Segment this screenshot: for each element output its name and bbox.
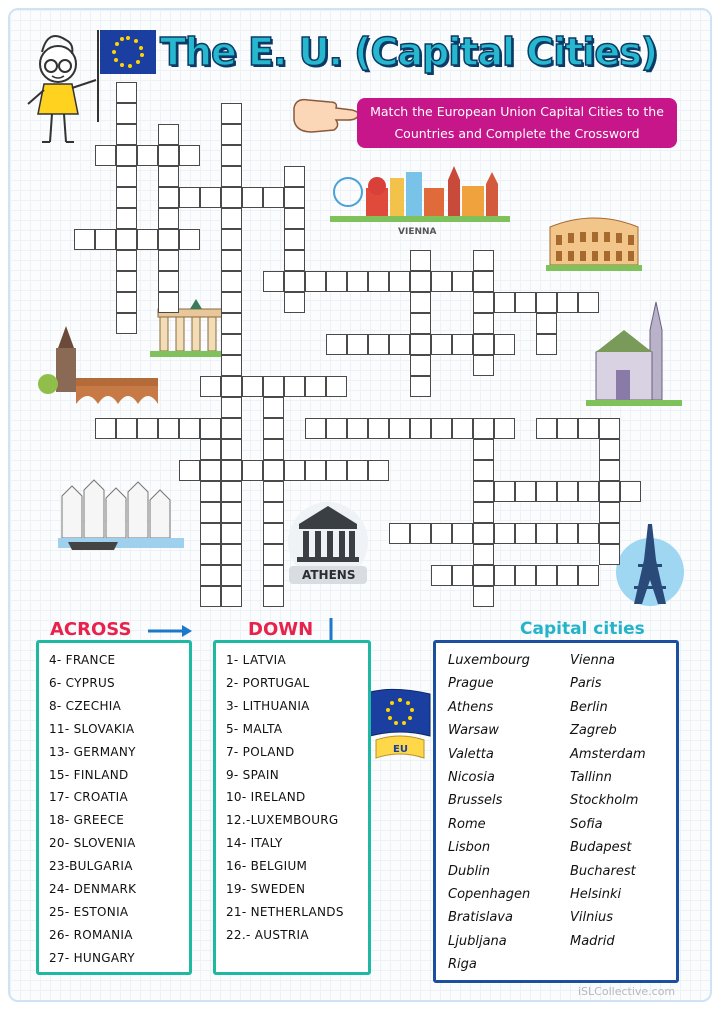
crossword-cell[interactable] bbox=[536, 313, 557, 334]
crossword-cell[interactable] bbox=[515, 481, 536, 502]
crossword-cell[interactable] bbox=[74, 229, 95, 250]
crossword-cell[interactable] bbox=[221, 586, 242, 607]
crossword-cell[interactable] bbox=[263, 439, 284, 460]
clue-item: 23-BULGARIA bbox=[49, 859, 133, 874]
crossword-cell[interactable] bbox=[179, 229, 200, 250]
crossword-cell[interactable] bbox=[284, 250, 305, 271]
crossword-cell[interactable] bbox=[158, 271, 179, 292]
crossword-cell[interactable] bbox=[116, 229, 137, 250]
crossword-cell[interactable] bbox=[557, 523, 578, 544]
capital-city-item: Rome bbox=[448, 816, 486, 832]
crossword-cell[interactable] bbox=[200, 439, 221, 460]
capital-city-item: Valetta bbox=[448, 746, 494, 762]
crossword-cell[interactable] bbox=[95, 229, 116, 250]
crossword-cell[interactable] bbox=[578, 523, 599, 544]
crossword-cell[interactable] bbox=[179, 187, 200, 208]
crossword-cell[interactable] bbox=[410, 334, 431, 355]
crossword-cell[interactable] bbox=[242, 460, 263, 481]
crossword-cell[interactable] bbox=[326, 460, 347, 481]
crossword-cell[interactable] bbox=[263, 586, 284, 607]
clue-item: 3- LITHUANIA bbox=[226, 698, 310, 713]
pointing-hand-icon bbox=[290, 92, 362, 136]
crossword-cell[interactable] bbox=[137, 418, 158, 439]
crossword-cell[interactable] bbox=[473, 565, 494, 586]
clue-item: 21- NETHERLANDS bbox=[226, 904, 344, 919]
crossword-cell[interactable] bbox=[221, 292, 242, 313]
crossword-cell[interactable] bbox=[116, 250, 137, 271]
crossword-cell[interactable] bbox=[221, 544, 242, 565]
crossword-cell[interactable] bbox=[221, 229, 242, 250]
crossword-cell[interactable] bbox=[158, 229, 179, 250]
crossword-cell[interactable] bbox=[431, 271, 452, 292]
capital-city-item: Stockholm bbox=[570, 793, 639, 809]
crossword-cell[interactable] bbox=[284, 460, 305, 481]
clue-item: 25- ESTONIA bbox=[49, 904, 129, 919]
capital-city-item: Lisbon bbox=[448, 840, 491, 856]
crossword-cell[interactable] bbox=[578, 565, 599, 586]
crossword-cell[interactable] bbox=[410, 523, 431, 544]
clue-item: 10- IRELAND bbox=[226, 790, 306, 805]
eu-badge-label: EU bbox=[393, 744, 408, 755]
capital-city-item: Sofia bbox=[570, 816, 603, 832]
crossword-cell[interactable] bbox=[599, 502, 620, 523]
capital-city-item: Amsterdam bbox=[570, 746, 646, 762]
crossword-cell[interactable] bbox=[116, 82, 137, 103]
crossword-cell[interactable] bbox=[263, 418, 284, 439]
crossword-cell[interactable] bbox=[116, 145, 137, 166]
capital-city-item: Prague bbox=[448, 676, 494, 692]
crossword-cell[interactable] bbox=[263, 481, 284, 502]
crossword-cell[interactable] bbox=[284, 208, 305, 229]
crossword-cell[interactable] bbox=[536, 481, 557, 502]
clue-item: 13- GERMANY bbox=[49, 744, 136, 759]
credit-watermark: iSLCollective.com bbox=[578, 985, 676, 998]
right-arrow-icon bbox=[146, 622, 192, 640]
crossword-cell[interactable] bbox=[494, 481, 515, 502]
crossword-cell[interactable] bbox=[557, 565, 578, 586]
crossword-cell[interactable] bbox=[284, 271, 305, 292]
clue-item: 18- GREECE bbox=[49, 813, 125, 828]
clue-item: 19- SWEDEN bbox=[226, 882, 306, 896]
crossword-cell[interactable] bbox=[221, 502, 242, 523]
crossword-cell[interactable] bbox=[410, 313, 431, 334]
vienna-caption: VIENNA bbox=[398, 227, 437, 237]
crossword-cell[interactable] bbox=[452, 271, 473, 292]
crossword-cell[interactable] bbox=[179, 418, 200, 439]
crossword-cell[interactable] bbox=[473, 334, 494, 355]
crossword-cell[interactable] bbox=[347, 334, 368, 355]
crossword-cell[interactable] bbox=[494, 565, 515, 586]
crossword-cell[interactable] bbox=[200, 460, 221, 481]
capital-city-item: Madrid bbox=[570, 933, 615, 949]
capital-city-item: Paris bbox=[570, 676, 602, 692]
crossword-cell[interactable] bbox=[179, 460, 200, 481]
crossword-cell[interactable] bbox=[221, 166, 242, 187]
capital-city-item: Tallinn bbox=[570, 770, 612, 785]
crossword-cell[interactable] bbox=[578, 481, 599, 502]
crossword-cell[interactable] bbox=[284, 376, 305, 397]
capital-city-item: Brussels bbox=[448, 793, 503, 809]
capital-city-item: Bratislava bbox=[448, 910, 513, 926]
cathedral-illustration bbox=[586, 300, 682, 410]
crossword-cell[interactable] bbox=[557, 292, 578, 313]
crossword-cell[interactable] bbox=[473, 292, 494, 313]
crossword-cell[interactable] bbox=[263, 187, 284, 208]
crossword-cell[interactable] bbox=[536, 523, 557, 544]
crossword-cell[interactable] bbox=[536, 565, 557, 586]
crossword-cell[interactable] bbox=[536, 334, 557, 355]
crossword-cell[interactable] bbox=[305, 271, 326, 292]
crossword-cell[interactable] bbox=[620, 481, 641, 502]
capital-city-item: Ljubljana bbox=[448, 933, 507, 949]
clue-item: 1- LATVIA bbox=[226, 653, 287, 667]
crossword-cell[interactable] bbox=[599, 523, 620, 544]
crossword-cell[interactable] bbox=[326, 271, 347, 292]
capital-city-item: Helsinki bbox=[570, 887, 622, 902]
capital-city-item: Athens bbox=[448, 699, 494, 715]
crossword-cell[interactable] bbox=[473, 502, 494, 523]
crossword-cell[interactable] bbox=[431, 523, 452, 544]
crossword-cell[interactable] bbox=[305, 460, 326, 481]
crossword-cell[interactable] bbox=[326, 418, 347, 439]
clue-item: 5- MALTA bbox=[226, 721, 283, 736]
clue-item: 15- FINLAND bbox=[49, 767, 129, 782]
crossword-cell[interactable] bbox=[515, 523, 536, 544]
crossword-cell[interactable] bbox=[221, 355, 242, 376]
crossword-cell[interactable] bbox=[242, 376, 263, 397]
capital-city-item: Dublin bbox=[448, 863, 490, 879]
crossword-cell[interactable] bbox=[200, 523, 221, 544]
clue-item: 14- ITALY bbox=[226, 836, 283, 851]
crossword-cell[interactable] bbox=[95, 145, 116, 166]
crossword-cell[interactable] bbox=[284, 166, 305, 187]
crossword-cell[interactable] bbox=[221, 439, 242, 460]
crossword-cell[interactable] bbox=[116, 313, 137, 334]
crossword-cell[interactable] bbox=[221, 460, 242, 481]
crossword-cell[interactable] bbox=[242, 187, 263, 208]
clue-item: 26- ROMANIA bbox=[49, 927, 133, 942]
crossword-cell[interactable] bbox=[221, 250, 242, 271]
clue-item: 22.- AUSTRIA bbox=[226, 927, 309, 942]
crossword-cell[interactable] bbox=[284, 292, 305, 313]
crossword-cell[interactable] bbox=[200, 502, 221, 523]
crossword-cell[interactable] bbox=[473, 523, 494, 544]
crossword-cell[interactable] bbox=[326, 376, 347, 397]
clue-item: 20- SLOVENIA bbox=[49, 836, 136, 851]
crossword-cell[interactable] bbox=[368, 334, 389, 355]
crossword-cell[interactable] bbox=[263, 502, 284, 523]
crossword-cell[interactable] bbox=[158, 208, 179, 229]
crossword-cell[interactable] bbox=[221, 187, 242, 208]
prague-bridge-illustration bbox=[38, 308, 160, 410]
crossword-cell[interactable] bbox=[557, 481, 578, 502]
crossword-cell[interactable] bbox=[494, 334, 515, 355]
crossword-cell[interactable] bbox=[368, 418, 389, 439]
clue-item: 4- FRANCE bbox=[49, 653, 116, 667]
crossword-cell[interactable] bbox=[263, 271, 284, 292]
crossword-cell[interactable] bbox=[221, 523, 242, 544]
crossword-cell[interactable] bbox=[473, 544, 494, 565]
clue-item: 11- SLOVAKIA bbox=[49, 721, 135, 736]
clue-item: 27- HUNGARY bbox=[49, 950, 135, 965]
capital-city-item: Luxembourg bbox=[448, 653, 530, 668]
crossword-cell[interactable] bbox=[473, 481, 494, 502]
crossword-cell[interactable] bbox=[431, 565, 452, 586]
crossword-cell[interactable] bbox=[452, 523, 473, 544]
capital-city-item: Budapest bbox=[570, 840, 632, 856]
crossword-cell[interactable] bbox=[389, 523, 410, 544]
crossword-cell[interactable] bbox=[221, 145, 242, 166]
clue-item: 9- SPAIN bbox=[226, 767, 279, 782]
crossword-cell[interactable] bbox=[515, 565, 536, 586]
crossword-cell[interactable] bbox=[326, 334, 347, 355]
crossword-cell[interactable] bbox=[599, 439, 620, 460]
capital-city-item: Warsaw bbox=[448, 723, 499, 739]
crossword-cell[interactable] bbox=[263, 565, 284, 586]
crossword-cell[interactable] bbox=[158, 145, 179, 166]
capital-city-item: Riga bbox=[448, 957, 477, 973]
crossword-cell[interactable] bbox=[347, 418, 368, 439]
crossword-cell[interactable] bbox=[599, 481, 620, 502]
crossword-cell[interactable] bbox=[137, 145, 158, 166]
crossword-cell[interactable] bbox=[200, 187, 221, 208]
crossword-cell[interactable] bbox=[221, 418, 242, 439]
crossword-cell[interactable] bbox=[536, 292, 557, 313]
crossword-cell[interactable] bbox=[200, 418, 221, 439]
page-title: The E. U. (Capital Cities) bbox=[160, 30, 658, 74]
clue-item: 17- CROATIA bbox=[49, 790, 129, 805]
crossword-cell[interactable] bbox=[473, 250, 494, 271]
crossword-cell[interactable] bbox=[221, 397, 242, 418]
crossword-cell[interactable] bbox=[158, 124, 179, 145]
crossword-cell[interactable] bbox=[116, 292, 137, 313]
crossword-cell[interactable] bbox=[158, 292, 179, 313]
crossword-cell[interactable] bbox=[158, 418, 179, 439]
crossword-cell[interactable] bbox=[116, 124, 137, 145]
crossword-cell[interactable] bbox=[473, 460, 494, 481]
crossword-cell[interactable] bbox=[578, 292, 599, 313]
crossword-cell[interactable] bbox=[284, 187, 305, 208]
crossword-cell[interactable] bbox=[221, 124, 242, 145]
clue-item: 24- DENMARK bbox=[49, 882, 137, 896]
crossword-cell[interactable] bbox=[599, 460, 620, 481]
crossword-cell[interactable] bbox=[473, 355, 494, 376]
capital-cities-panel bbox=[433, 640, 679, 983]
crossword-cell[interactable] bbox=[578, 418, 599, 439]
vienna-skyline-illustration bbox=[330, 158, 510, 228]
crossword-cell[interactable] bbox=[305, 376, 326, 397]
clue-item: 2- PORTUGAL bbox=[226, 675, 310, 690]
crossword-cell[interactable] bbox=[473, 439, 494, 460]
crossword-cell[interactable] bbox=[473, 586, 494, 607]
crossword-cell[interactable] bbox=[557, 418, 578, 439]
crossword-cell[interactable] bbox=[515, 292, 536, 313]
crossword-cell[interactable] bbox=[389, 271, 410, 292]
crossword-cell[interactable] bbox=[305, 418, 326, 439]
capital-city-item: Nicosia bbox=[448, 770, 495, 785]
crossword-cell[interactable] bbox=[347, 460, 368, 481]
amsterdam-houses-illustration bbox=[58, 476, 184, 562]
crossword-cell[interactable] bbox=[410, 418, 431, 439]
crossword-cell[interactable] bbox=[263, 397, 284, 418]
crossword-cell[interactable] bbox=[284, 229, 305, 250]
crossword-cell[interactable] bbox=[221, 313, 242, 334]
crossword-cell[interactable] bbox=[221, 103, 242, 124]
crossword-cell[interactable] bbox=[473, 418, 494, 439]
girl-with-eu-flag-illustration bbox=[22, 22, 162, 150]
crossword-cell[interactable] bbox=[158, 250, 179, 271]
crossword-cell[interactable] bbox=[263, 523, 284, 544]
crossword-cell[interactable] bbox=[116, 166, 137, 187]
crossword-cell[interactable] bbox=[221, 565, 242, 586]
crossword-cell[interactable] bbox=[179, 145, 200, 166]
down-header: DOWN bbox=[248, 619, 314, 640]
instruction-banner: Match the European Union Capital Cities to the Countries and Complete the Crossword bbox=[357, 98, 677, 148]
crossword-cell[interactable] bbox=[221, 271, 242, 292]
crossword-cell[interactable] bbox=[347, 271, 368, 292]
crossword-cell[interactable] bbox=[494, 418, 515, 439]
crossword-cell[interactable] bbox=[221, 334, 242, 355]
crossword-cell[interactable] bbox=[389, 334, 410, 355]
crossword-cell[interactable] bbox=[452, 418, 473, 439]
clue-item: 8- CZECHIA bbox=[49, 698, 122, 713]
crossword-cell[interactable] bbox=[116, 418, 137, 439]
crossword-cell[interactable] bbox=[200, 544, 221, 565]
crossword-cell[interactable] bbox=[452, 334, 473, 355]
eiffel-tower-illustration bbox=[612, 520, 688, 610]
clue-item: 12.-LUXEMBOURG bbox=[226, 813, 339, 828]
crossword-cell[interactable] bbox=[389, 418, 410, 439]
crossword-cell[interactable] bbox=[116, 103, 137, 124]
capital-city-item: Zagreb bbox=[570, 723, 617, 739]
crossword-cell[interactable] bbox=[473, 313, 494, 334]
crossword-cell[interactable] bbox=[494, 292, 515, 313]
athens-caption: ATHENS bbox=[302, 568, 356, 582]
crossword-cell[interactable] bbox=[410, 355, 431, 376]
clue-item: 6- CYPRUS bbox=[49, 675, 115, 690]
crossword-cell[interactable] bbox=[137, 229, 158, 250]
crossword-cell[interactable] bbox=[200, 376, 221, 397]
crossword-cell[interactable] bbox=[410, 292, 431, 313]
crossword-cell[interactable] bbox=[200, 481, 221, 502]
crossword-cell[interactable] bbox=[431, 334, 452, 355]
crossword-cell[interactable] bbox=[410, 271, 431, 292]
crossword-cell[interactable] bbox=[221, 208, 242, 229]
crossword-cell[interactable] bbox=[221, 376, 242, 397]
crossword-cell[interactable] bbox=[431, 418, 452, 439]
crossword-cell[interactable] bbox=[263, 460, 284, 481]
eu-flag-badge-illustration bbox=[364, 686, 436, 768]
across-clues-panel bbox=[36, 640, 192, 975]
crossword-cell[interactable] bbox=[200, 586, 221, 607]
capital-city-item: Copenhagen bbox=[448, 887, 531, 902]
crossword-cell[interactable] bbox=[410, 250, 431, 271]
crossword-cell[interactable] bbox=[599, 544, 620, 565]
crossword-cell[interactable] bbox=[200, 565, 221, 586]
crossword-cell[interactable] bbox=[221, 481, 242, 502]
capital-cities-header: Capital cities bbox=[520, 619, 645, 639]
crossword-cell[interactable] bbox=[116, 271, 137, 292]
capital-city-item: Berlin bbox=[570, 699, 608, 715]
crossword-cell[interactable] bbox=[473, 271, 494, 292]
crossword-cell[interactable] bbox=[410, 376, 431, 397]
crossword-cell[interactable] bbox=[158, 187, 179, 208]
down-clues-panel bbox=[213, 640, 371, 975]
crossword-cell[interactable] bbox=[116, 187, 137, 208]
clue-item: 16- BELGIUM bbox=[226, 859, 308, 874]
colosseum-illustration bbox=[546, 205, 642, 273]
crossword-cell[interactable] bbox=[494, 523, 515, 544]
crossword-cell[interactable] bbox=[452, 565, 473, 586]
capital-city-item: Bucharest bbox=[570, 863, 636, 879]
crossword-cell[interactable] bbox=[599, 418, 620, 439]
crossword-cell[interactable] bbox=[158, 166, 179, 187]
crossword-cell[interactable] bbox=[95, 418, 116, 439]
clue-item: 7- POLAND bbox=[226, 744, 295, 759]
crossword-cell[interactable] bbox=[263, 376, 284, 397]
across-header: ACROSS bbox=[50, 619, 132, 640]
capital-city-item: Vilnius bbox=[570, 910, 613, 926]
crossword-cell[interactable] bbox=[368, 271, 389, 292]
crossword-cell[interactable] bbox=[536, 418, 557, 439]
capital-city-item: Vienna bbox=[570, 653, 615, 668]
crossword-cell[interactable] bbox=[116, 208, 137, 229]
crossword-cell[interactable] bbox=[368, 460, 389, 481]
crossword-cell[interactable] bbox=[263, 544, 284, 565]
